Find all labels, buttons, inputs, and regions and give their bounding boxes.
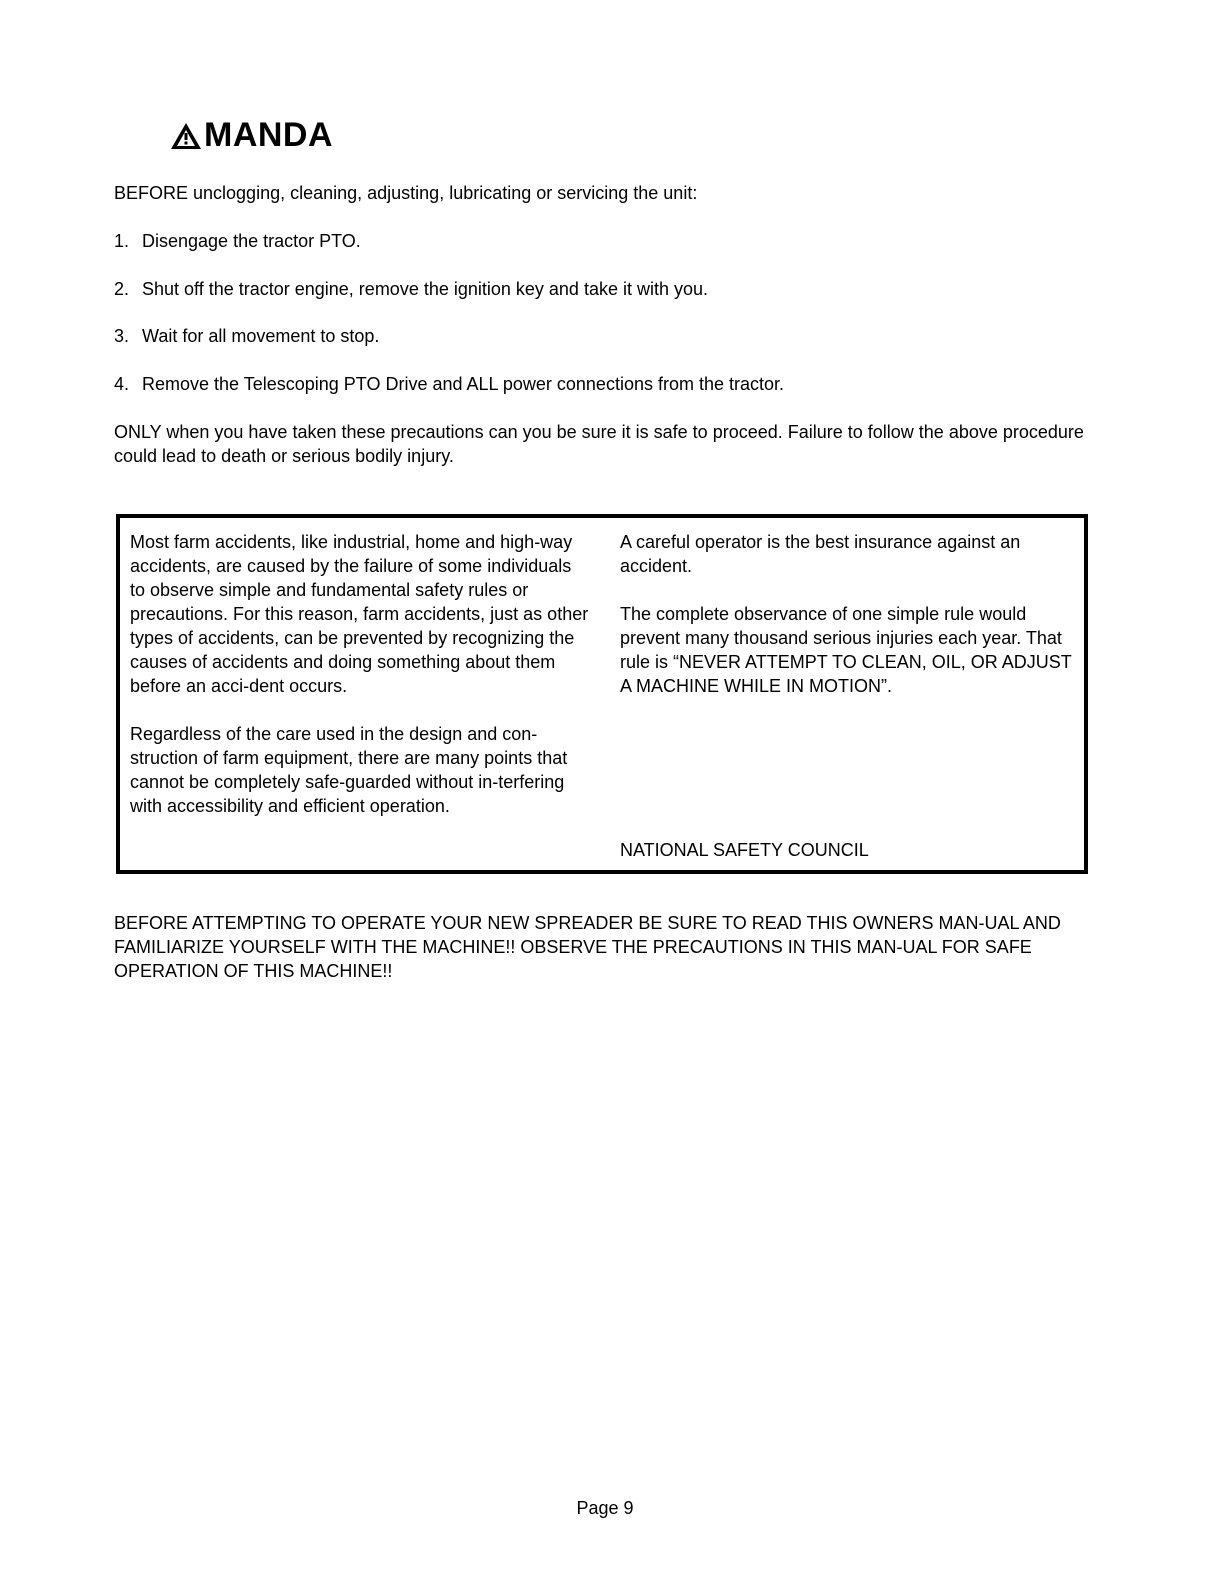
step-text: Disengage the tractor PTO. — [142, 231, 361, 251]
step-number: 1. — [114, 231, 130, 251]
step-item — [114, 372, 784, 396]
step-item — [114, 324, 379, 348]
step-item — [114, 229, 361, 253]
intro-text: BEFORE unclogging, cleaning, adjusting, lubricating or servicing the unit: — [114, 183, 698, 203]
closing-text: ONLY when you have taken these precautions can you be sure it is safe to proceed. Failure to follow the above procedure could lead to death or serious bodily injury. — [114, 422, 1084, 466]
step-text: Wait for all movement to stop. — [142, 326, 380, 346]
step-number: 2. — [114, 279, 130, 299]
right-paragraph-1: A careful operator is the best insurance against an accident. — [620, 532, 1021, 576]
step-number: 4. — [114, 374, 130, 394]
page-number: Page 9 — [576, 1498, 634, 1518]
attribution: NATIONAL SAFETY COUNCIL — [620, 840, 869, 860]
left-paragraph-1: Most farm accidents, like industrial, home and high-way accidents, are caused by the failure of some individuals to observe simple and fundamental safety rules or precautions. For this reason, farm accidents, just as other types of accidents, can be prevented by recognizing the causes of accidents and doing something about them before an acci-dent occurs. — [130, 532, 589, 696]
operation-warning: BEFORE ATTEMPTING TO OPERATE YOUR NEW SPREADER BE SURE TO READ THIS OWNERS MAN-UAL AND FAMILIARIZE YOURSELF WITH THE MACHINE!! OBSERVE THE PRECAUTIONS IN THIS MAN-UAL FOR SAFE OPERATION OF THIS MACHINE!! — [114, 913, 1061, 981]
left-paragraph-2: Regardless of the care used in the design and con-struction of farm equipment, there are many points that cannot be completely safe-guarded without in-terfering with accessibility and efficient operation. — [130, 724, 568, 816]
step-text: Remove the Telescoping PTO Drive and ALL power connections from the tractor. — [142, 374, 785, 394]
page-heading — [170, 116, 333, 155]
safety-box-left-column — [130, 530, 590, 842]
heading-title: MANDA — [204, 116, 334, 154]
step-number: 3. — [114, 326, 130, 346]
warning-triangle-icon — [170, 121, 202, 151]
step-item — [114, 277, 708, 301]
safety-box-right-column — [620, 530, 1075, 722]
safety-box — [116, 514, 1088, 874]
step-text: Shut off the tractor engine, remove the ignition key and take it with you. — [142, 279, 708, 299]
right-paragraph-2: The complete observance of one simple rule would prevent many thousand serious injuries each year. That rule is “NEVER ATTEMPT TO CLEAN, OIL, OR ADJUST A MACHINE WHILE IN MOTION”. — [620, 604, 1072, 696]
